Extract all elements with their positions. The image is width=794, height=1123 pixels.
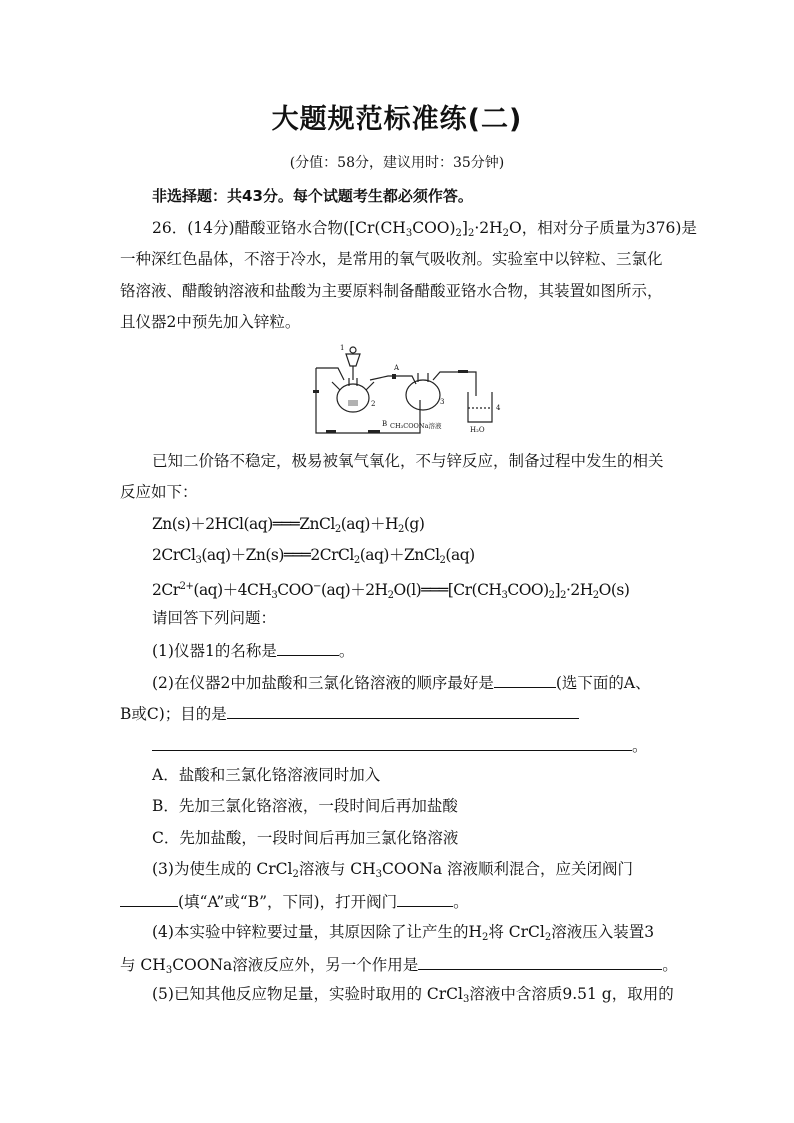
eq-text: (aq)＋2H: [320, 581, 388, 599]
label-3: 3: [440, 398, 445, 406]
sub: 2: [481, 932, 489, 943]
known-line-2: 反应如下：: [120, 483, 198, 501]
eq-text: O(l)═══[Cr(CH: [393, 581, 502, 599]
equation-2: [152, 545, 712, 571]
q2-text: B或C)；目的是: [120, 705, 227, 723]
question-4-line-2: [120, 953, 680, 981]
label-2: 2: [371, 400, 376, 408]
sub: 2: [387, 590, 394, 601]
option-b: B．先加三氯化铬溶液，一段时间后再加盐酸: [152, 797, 458, 815]
eq-text: COO: [277, 581, 314, 599]
eq-text: ]: [554, 581, 561, 599]
q3-text-end: 。: [453, 893, 469, 911]
sub: 2: [560, 590, 566, 601]
eq-text: O(s): [598, 581, 630, 599]
eq-text: COO): [507, 581, 549, 599]
q26-text: O，相对分子质量为376)是: [509, 219, 697, 237]
sub: 3: [375, 869, 383, 880]
q2-purpose-blank-1[interactable]: [227, 702, 579, 719]
q26-text: 26．(14分)醋酸亚铬水合物([Cr(CH: [152, 219, 406, 237]
eq-text: (aq)＋Zn(s)═══2CrCl: [201, 546, 354, 564]
sub: 2: [502, 228, 510, 239]
q3-text: COONa 溶液顺利混合，应关闭阀门: [382, 860, 634, 878]
q3-text: (3)为使生成的 CrCl: [152, 860, 293, 878]
sub: 3: [462, 994, 470, 1005]
eq-text: (aq): [445, 546, 475, 564]
question-3-line-1: [152, 859, 712, 885]
page-title: 大题规范标准练(二): [271, 104, 523, 135]
eq-text: 2Cr: [152, 581, 180, 599]
eq-text: (g): [403, 515, 425, 533]
q26-text: ]: [461, 219, 468, 237]
option-c: C．先加盐酸，一段时间后再加三氯化铬溶液: [152, 829, 459, 847]
question-1: [152, 639, 712, 661]
eq-text: ·2H: [565, 581, 593, 599]
equation-3: [152, 577, 712, 606]
q1-answer-blank[interactable]: [277, 639, 339, 656]
q26-line-1: [152, 218, 712, 244]
sub: 2: [544, 932, 552, 943]
q26-text: COO): [412, 219, 456, 237]
sup: −: [313, 581, 321, 592]
question-5-line-1: [152, 984, 712, 1010]
q3-close-valve-blank[interactable]: [120, 890, 178, 907]
q2-text-end: 。: [632, 737, 648, 755]
questions-prompt: 请回答下列问题：: [152, 609, 277, 627]
sub: 2: [592, 590, 599, 601]
question-2-line-2: [120, 702, 680, 724]
label-h2o: H₂O: [470, 426, 485, 434]
q4-text: 将 CrCl: [488, 923, 545, 941]
question-4-line-1: [152, 922, 712, 948]
q2-text: (2)在仪器2中加盐酸和三氯化铬溶液的顺序最好是: [152, 674, 494, 692]
q4-text: (4)本实验中锌粒要过量，其原因除了让产生的H: [152, 923, 482, 941]
score-time-note: (分值：58分，建议用时：35分钟): [289, 155, 505, 171]
equation-1: [152, 514, 712, 540]
sub: 2: [334, 524, 341, 535]
label-ch3coona: CH₃COONa溶液: [390, 422, 442, 430]
intro-text: [152, 186, 712, 206]
q26-line-2: 一种深红色晶体，不溶于冷水，是常用的氧气吸收剂。实验室中以锌粒、三氯化: [120, 250, 663, 268]
q5-text: 溶液中含溶质9.51 g，取用的: [469, 985, 674, 1003]
q4-text: COONa溶液反应外，另一个作用是: [172, 956, 419, 974]
q3-text: (填“A”或“B”，下同)，打开阀门: [178, 893, 398, 911]
q1-text-end: 。: [338, 642, 355, 660]
sub: 2: [292, 869, 299, 880]
sub: 2: [353, 555, 360, 566]
sub: 2: [455, 228, 462, 239]
eq-text: 2CrCl: [152, 546, 196, 564]
known-line-1: 已知二价铬不稳定，极易被氧气氧化，不与锌反应，制备过程中发生的相关: [152, 452, 664, 470]
q4-text: 溶液压入装置3: [551, 923, 655, 941]
q26-text: ·2H: [474, 219, 503, 237]
eq-text: (aq)＋4CH: [193, 581, 272, 599]
q2-purpose-blank-2[interactable]: [152, 734, 632, 751]
q4-text: 与 CH: [120, 956, 166, 974]
q26-line-3: 铬溶液、醋酸钠溶液和盐酸为主要原料制备醋酸亚铬水合物，其装置如图所示，: [120, 282, 663, 300]
q3-open-valve-blank[interactable]: [397, 890, 453, 907]
q5-text: (5)已知其他反应物足量，实验时取用的 CrCl: [152, 985, 463, 1003]
sub: 3: [195, 555, 202, 566]
sub: 2: [397, 524, 404, 535]
q4-answer-blank[interactable]: [418, 953, 662, 970]
apparatus-diagram: [308, 340, 508, 440]
sup: 2+: [179, 581, 194, 592]
sub: 2: [439, 555, 446, 566]
eq-text: (aq)＋ZnCl: [359, 546, 440, 564]
q2-order-blank[interactable]: [494, 671, 556, 688]
label-B: B: [382, 420, 388, 428]
sub: 3: [501, 590, 508, 601]
q3-text: 溶液与 CH: [298, 860, 376, 878]
sub: 3: [405, 228, 413, 239]
label-4: 4: [496, 404, 501, 412]
label-A: A: [394, 364, 400, 372]
sub: 3: [165, 965, 173, 976]
question-2-line-3: [152, 734, 712, 756]
sub: 3: [271, 590, 278, 601]
eq-text: Zn(s)＋2HCl(aq)═══ZnCl: [152, 515, 335, 533]
sub: 2: [467, 228, 475, 239]
intro-heading: 非选择题：共43分。每个试题考生都必须作答。: [152, 187, 473, 205]
question-3-line-2: [120, 890, 680, 912]
label-1: 1: [340, 344, 345, 352]
q1-text: (1)仪器1的名称是: [152, 642, 277, 660]
q2-text: (选下面的A、: [555, 674, 651, 692]
option-a: A．盐酸和三氯化铬溶液同时加入: [152, 766, 381, 784]
sub: 2: [548, 590, 555, 601]
q4-text-end: 。: [662, 956, 678, 974]
question-2-line-1: [152, 671, 712, 693]
q26-line-4: 且仪器2中预先加入锌粒。: [120, 313, 301, 331]
eq-text: (aq)＋H: [340, 515, 398, 533]
